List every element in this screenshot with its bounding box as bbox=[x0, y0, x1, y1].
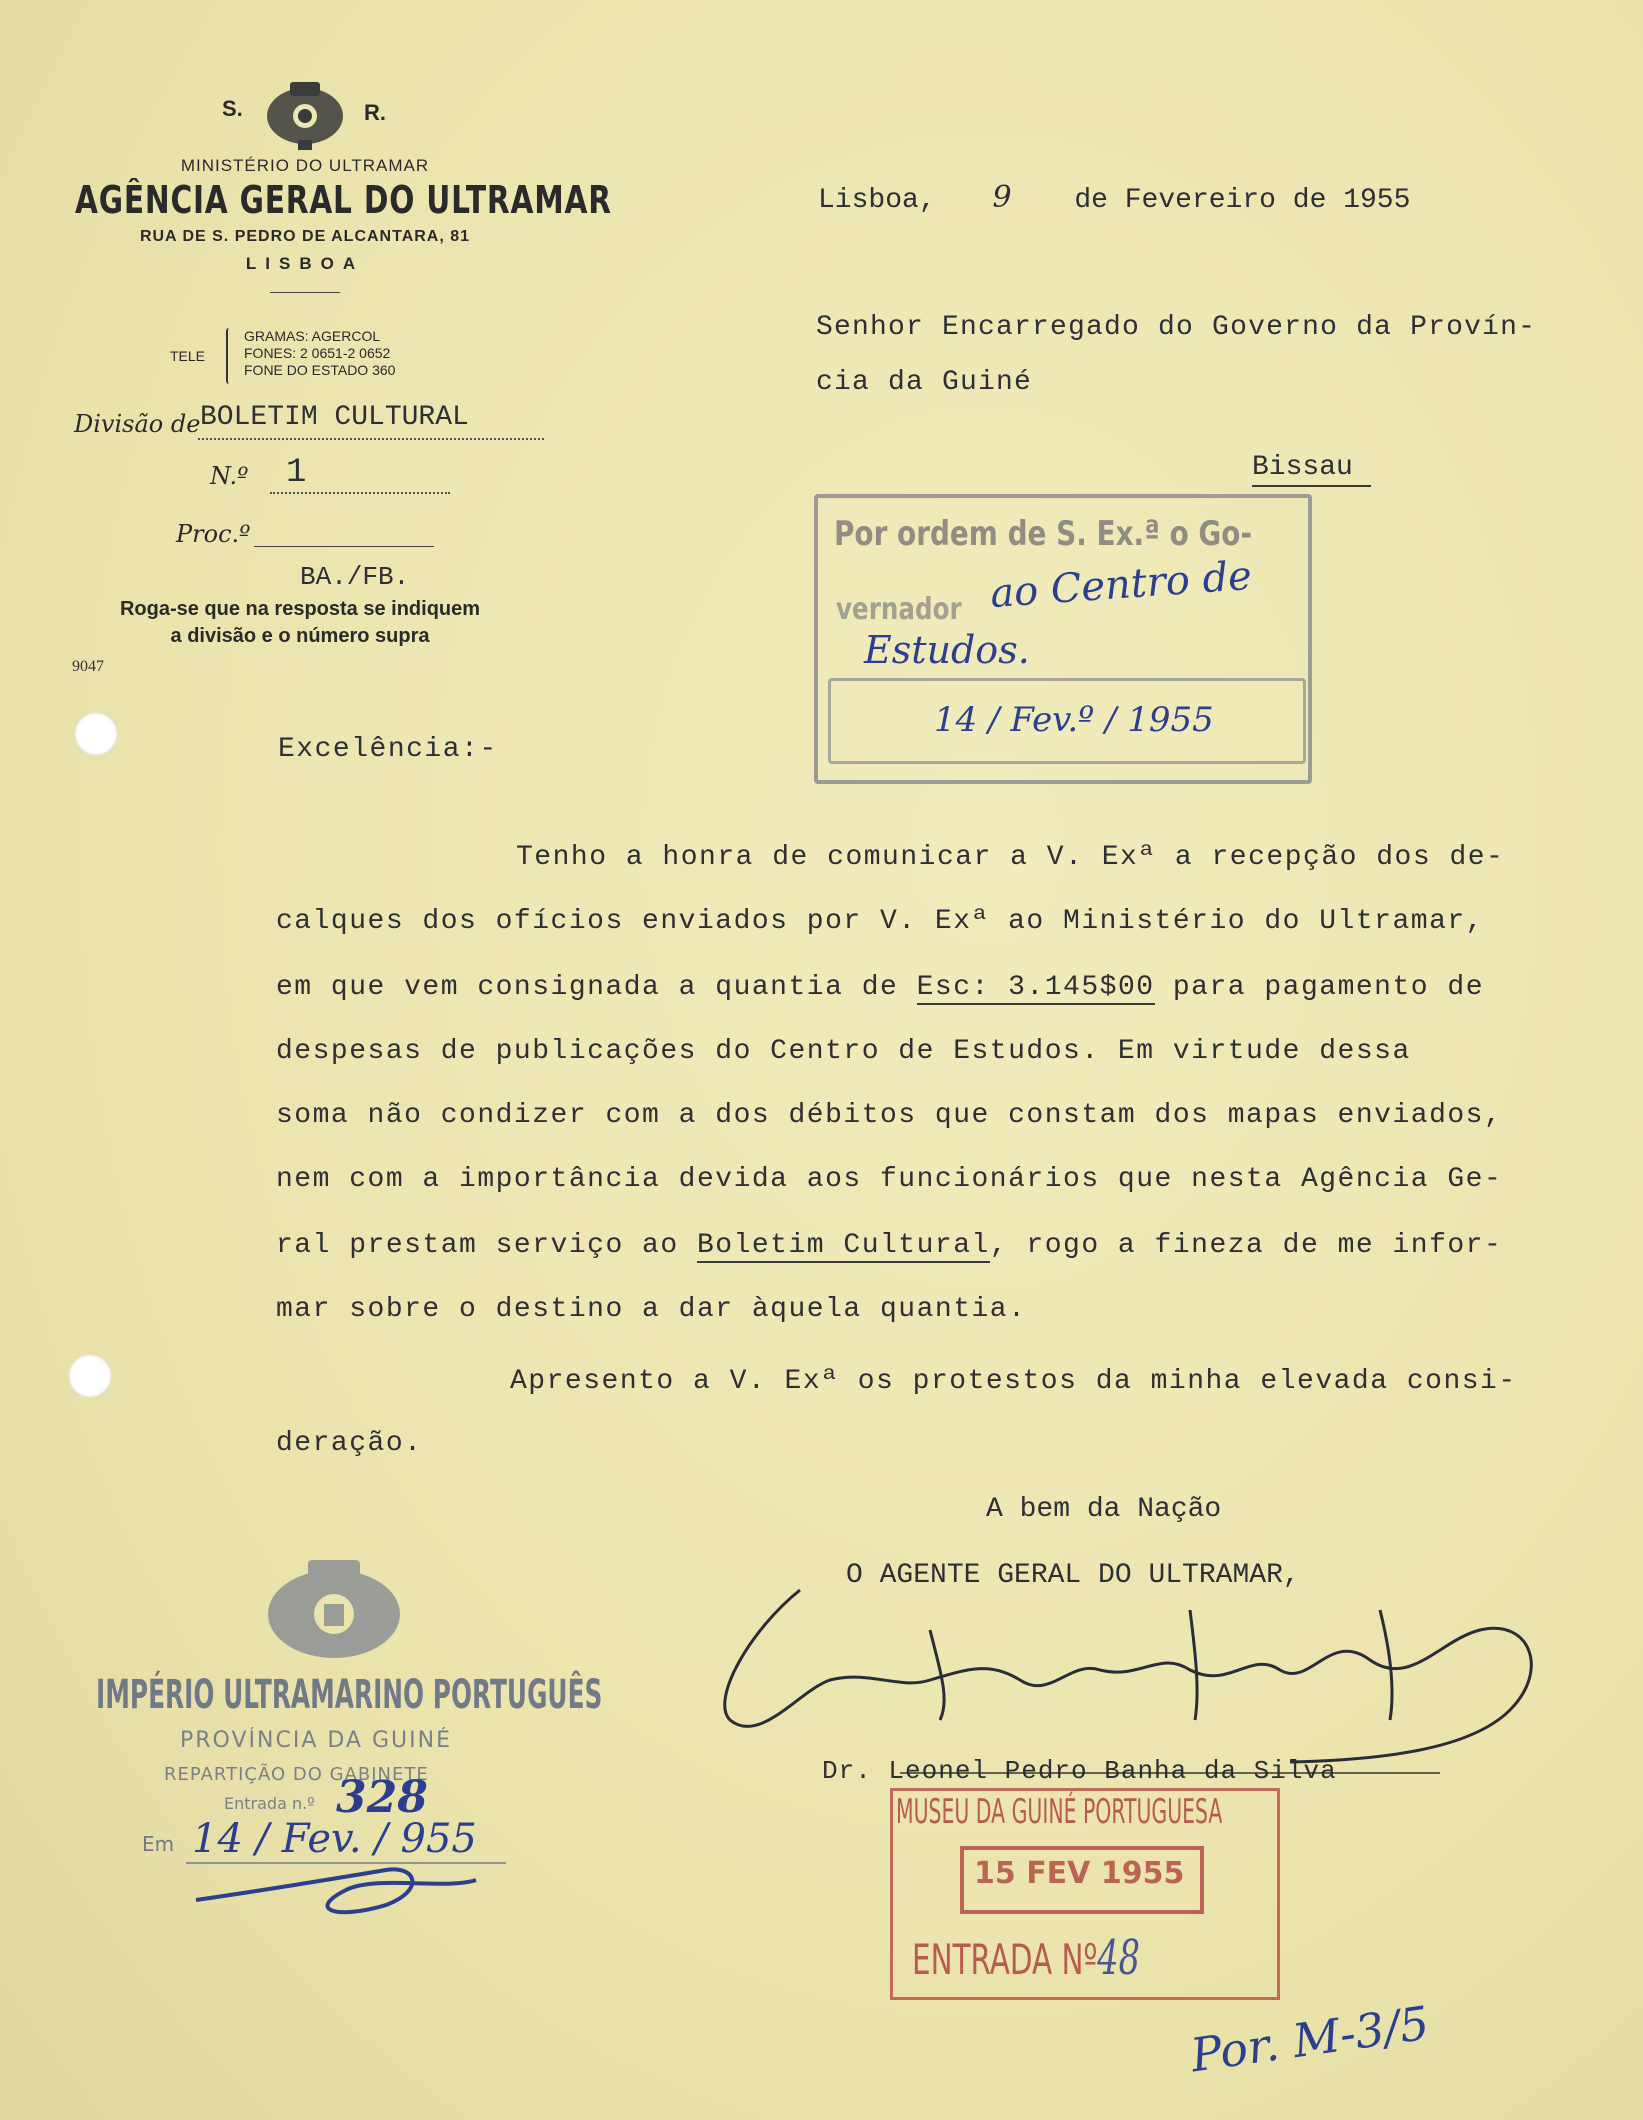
imperial-arms-icon bbox=[254, 1552, 414, 1672]
body-line-7-start: ral prestam serviço ao bbox=[276, 1230, 697, 1261]
museu-entrada-value: 48 bbox=[1097, 1930, 1141, 1986]
order-stamp bbox=[814, 488, 1314, 788]
number-label: N.º bbox=[210, 462, 249, 490]
process-field bbox=[176, 516, 446, 556]
body-line-2: calques dos ofícios enviados por V. Exª ao Ministério do Ultramar, bbox=[276, 906, 1484, 937]
signer-title: O AGENTE GERAL DO ULTRAMAR, bbox=[846, 1560, 1300, 1591]
order-stamp-line2: vernador bbox=[836, 592, 962, 627]
coat-of-arms-icon bbox=[260, 76, 350, 152]
order-stamp-handwriting1: ao Centro de bbox=[988, 552, 1254, 618]
body-line-3-start: em que vem consignada a quantia de bbox=[276, 972, 917, 1003]
body-line-7-end: , rogo a fineza de me infor- bbox=[989, 1230, 1503, 1261]
museu-stamp bbox=[890, 1788, 1280, 2000]
process-label: Proc.º bbox=[176, 520, 251, 548]
bulletin-name: Boletim Cultural bbox=[696, 1230, 990, 1261]
imperio-stamp-line1: IMPÉRIO ULTRAMARINO PORTUGUÊS bbox=[96, 1672, 603, 1718]
date-day: 9 bbox=[992, 180, 1012, 215]
body-line-8: mar sobre o destino a dar àquela quantia. bbox=[276, 1294, 1027, 1325]
ministry-name: MINISTÉRIO DO ULTRAMAR bbox=[180, 156, 430, 175]
agency-name: AGÊNCIA GERAL DO ULTRAMAR bbox=[75, 178, 612, 222]
form-code: 9047 bbox=[72, 658, 104, 675]
telephone-numbers: FONES: 2 0651-2 0652 bbox=[244, 345, 391, 361]
body-line-3 bbox=[276, 972, 1484, 1003]
punch-hole-top bbox=[74, 712, 118, 756]
division-value: BOLETIM CULTURAL bbox=[200, 402, 469, 433]
signer-name: Dr. Leonel Pedro Banha da Silva bbox=[822, 1756, 1337, 1786]
museu-entrada-label: ENTRADA Nº bbox=[912, 1935, 1098, 1984]
process-line bbox=[254, 546, 434, 547]
body-line-6: nem com a importância devida aos funcionários que nesta Agência Ge- bbox=[276, 1164, 1503, 1195]
museu-stamp-entrada bbox=[912, 1930, 1140, 1986]
date-rest: de Fevereiro de 1955 bbox=[1074, 185, 1411, 216]
imperio-entrada-label: Entrada n.º bbox=[224, 1794, 315, 1813]
telegram-address: GRAMAS: AGERCOL bbox=[244, 328, 381, 344]
reply-instruction bbox=[60, 598, 540, 648]
reference-initials: BA./FB. bbox=[300, 562, 410, 592]
punch-hole-bottom bbox=[68, 1354, 112, 1398]
imperio-em-label: Em bbox=[142, 1832, 175, 1856]
imperio-stamp-line3: REPARTIÇÃO DO GABINETE bbox=[164, 1764, 429, 1785]
date-line bbox=[818, 180, 1410, 216]
sr-left: S. bbox=[222, 96, 243, 121]
order-stamp-date: 14 / Fev.º / 1955 bbox=[934, 700, 1214, 740]
salutation: Excelência:- bbox=[278, 734, 498, 765]
state-telephone: FONE DO ESTADO 360 bbox=[244, 362, 396, 378]
telephone-block bbox=[170, 328, 470, 384]
body-line-4: despesas de publicações do Centro de Estudos. Em virtude dessa bbox=[276, 1036, 1411, 1067]
imperio-entrada-value: 328 bbox=[336, 1772, 428, 1823]
handwritten-signature bbox=[690, 1570, 1570, 1770]
number-value: 1 bbox=[286, 454, 307, 492]
order-stamp-handwriting2: Estudos. bbox=[864, 628, 1030, 672]
closing-line-2: deração. bbox=[276, 1428, 423, 1459]
reply-instruction-line1: Roga-se que na resposta se indiquem bbox=[119, 598, 481, 620]
imperio-initials-scribble bbox=[186, 1850, 486, 1930]
recipient-city-text: Bissau bbox=[1252, 452, 1371, 487]
closing-line-1: Apresento a V. Exª os protestos da minha elevada consi- bbox=[510, 1366, 1517, 1397]
order-stamp-line1: Por ordem de S. Ex.ª o Go- bbox=[834, 514, 1253, 554]
body-line-5: soma não condizer com a dos débitos que constam dos mapas enviados, bbox=[276, 1100, 1503, 1131]
division-dotted-line bbox=[198, 438, 544, 440]
tele-label: TELE bbox=[170, 348, 206, 364]
museu-stamp-date: 15 FEV 1955 bbox=[974, 1856, 1185, 1891]
body-line-3-end: para pagamento de bbox=[1154, 972, 1484, 1003]
letterhead bbox=[70, 70, 612, 293]
imperio-stamp bbox=[96, 1672, 603, 1912]
number-field bbox=[210, 452, 450, 496]
recipient-block bbox=[816, 312, 1536, 398]
valediction: A bem da Nação bbox=[986, 1494, 1222, 1525]
date-place: Lisboa, bbox=[818, 185, 936, 216]
archive-reference: Por. M-3/5 bbox=[1187, 1995, 1433, 2083]
agency-address: RUA DE S. PEDRO DE ALCANTARA, 81 bbox=[139, 228, 471, 245]
imperio-em-value: 14 / Fev. / 955 bbox=[192, 1816, 477, 1862]
number-dotted-line bbox=[270, 492, 450, 494]
amount-text: Esc: 3.145$00 bbox=[916, 972, 1155, 1003]
recipient-line1: Senhor Encarregado do Governo da Provín- bbox=[816, 312, 1537, 343]
sr-right: R. bbox=[364, 100, 386, 125]
imperio-stamp-line2: PROVÍNCIA DA GUINÉ bbox=[180, 1728, 452, 1753]
recipient-line2: cia da Guiné bbox=[816, 367, 1033, 398]
letterhead-divider bbox=[270, 292, 340, 293]
recipient-city bbox=[1252, 452, 1371, 483]
division-field bbox=[74, 402, 544, 442]
tele-brace bbox=[226, 328, 232, 384]
museu-stamp-title: MUSEU DA GUINÉ PORTUGUESA bbox=[896, 1792, 1223, 1832]
division-label: Divisão de bbox=[74, 410, 201, 438]
body-line-1: Tenho a honra de comunicar a V. Exª a recepção dos de- bbox=[516, 842, 1505, 873]
signer-name-strike bbox=[900, 1772, 1440, 1774]
reply-instruction-line2: a divisão e o número supra bbox=[170, 625, 430, 647]
agency-city: LISBOA bbox=[245, 254, 365, 273]
body-line-7 bbox=[276, 1230, 1502, 1261]
